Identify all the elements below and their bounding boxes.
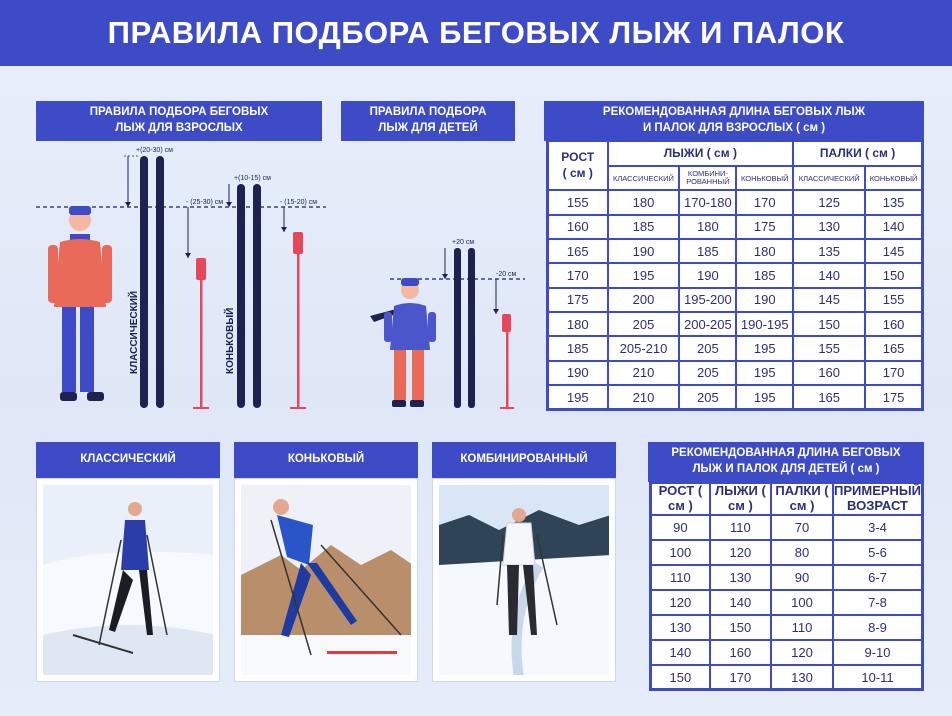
height-cell: 165: [548, 239, 608, 263]
size-cell: 155: [793, 336, 865, 360]
size-cell: 180: [679, 215, 736, 239]
kids-header: ПРИМЕРНЫЙ ВОЗРАСТ: [834, 483, 921, 513]
height-cell: 155: [548, 190, 608, 214]
kids-measure-1: +20 см: [452, 239, 475, 246]
size-cell: 190: [608, 239, 680, 263]
child-figure: [370, 278, 436, 407]
size-cell: 140: [710, 590, 771, 615]
classic-style-photo: [36, 478, 220, 682]
classic-ski-label: КЛАССИЧЕСКИЙ: [129, 290, 140, 374]
size-cell: 195: [736, 361, 793, 385]
height-cell: 150: [651, 665, 710, 690]
height-cell: 175: [548, 288, 608, 312]
size-cell: 6-7: [833, 565, 923, 590]
size-cell: 130: [710, 565, 771, 590]
table-row: [548, 263, 923, 287]
height-cell: 140: [651, 640, 710, 665]
size-cell: 200-205: [679, 312, 736, 336]
size-cell: 205: [679, 361, 736, 385]
size-cell: 90: [771, 565, 833, 590]
kids-rules-title: ПРАВИЛА ПОДБОРА ЛЫЖ ДЛЯ ДЕТЕЙ: [341, 101, 515, 141]
size-cell: 170: [710, 665, 771, 690]
size-cell: 205: [608, 312, 680, 336]
adult-sub-header: КЛАССИЧЕСКИЙ: [793, 166, 865, 190]
size-cell: 9-10: [833, 640, 923, 665]
size-cell: 145: [793, 288, 865, 312]
size-cell: 185: [608, 215, 680, 239]
height-cell: 100: [651, 540, 710, 565]
style-label-skate: КОНЬКОВЫЙ: [234, 442, 418, 478]
size-cell: 140: [865, 215, 922, 239]
height-cell: 190: [548, 361, 608, 385]
adult-ski-illustration: [36, 142, 326, 417]
size-cell: 110: [771, 615, 833, 640]
adult-figure: [48, 206, 112, 401]
size-cell: 7-8: [833, 590, 923, 615]
size-cell: 8-9: [833, 615, 923, 640]
size-cell: 170: [865, 361, 922, 385]
size-cell: 170-180: [679, 190, 736, 214]
size-cell: 195: [736, 336, 793, 360]
table-row: [651, 615, 923, 640]
size-cell: 120: [710, 540, 771, 565]
size-cell: 135: [793, 239, 865, 263]
size-cell: 150: [865, 263, 922, 287]
adult-poles-header: ПАЛКИ ( см ): [793, 141, 922, 166]
table-row: [651, 565, 923, 590]
kids-header: ЛЫЖИ ( см ): [710, 483, 771, 515]
adults-rules-title: ПРАВИЛА ПОДБОРА БЕГОВЫХ ЛЫЖ ДЛЯ ВЗРОСЛЫХ: [36, 101, 322, 141]
size-cell: 70: [771, 515, 833, 540]
size-cell: 180: [608, 190, 680, 214]
size-cell: 205: [679, 336, 736, 360]
size-cell: 3-4: [833, 515, 923, 540]
table-row: [548, 215, 923, 239]
combined-style-photo: [432, 478, 616, 682]
size-cell: 205-210: [608, 336, 680, 360]
size-cell: 190: [736, 288, 793, 312]
size-cell: 175: [736, 215, 793, 239]
size-cell: 160: [865, 312, 922, 336]
height-cell: 110: [651, 565, 710, 590]
table-row: [651, 540, 923, 565]
table-row: [548, 288, 923, 312]
size-cell: 140: [793, 263, 865, 287]
adult-size-table: [546, 139, 924, 411]
page-title: ПРАВИЛА ПОДБОРА БЕГОВЫХ ЛЫЖ И ПАЛОК: [107, 15, 845, 50]
height-cell: 180: [548, 312, 608, 336]
adult-table-title: РЕКОМЕНДОВАННАЯ ДЛИНА БЕГОВЫХ ЛЫЖ И ПАЛОК ДЛЯ ВЗРОСЛЫХ ( см ): [544, 101, 924, 141]
adult-height-header: РОСТ ( см ): [548, 141, 608, 191]
size-cell: 130: [793, 215, 865, 239]
kids-size-table: [649, 481, 924, 691]
table-row: [548, 385, 923, 409]
table-row: [548, 312, 923, 336]
size-cell: 210: [608, 385, 680, 409]
size-cell: 5-6: [833, 540, 923, 565]
skate-style-photo: [234, 478, 418, 682]
kids-header: РОСТ ( см ): [651, 483, 710, 515]
size-cell: 135: [865, 190, 922, 214]
adult-skis-header: ЛЫЖИ ( см ): [608, 141, 794, 166]
height-cell: 120: [651, 590, 710, 615]
size-cell: 155: [865, 288, 922, 312]
height-cell: 170: [548, 263, 608, 287]
size-cell: 195: [608, 263, 680, 287]
height-cell: 130: [651, 615, 710, 640]
size-cell: 175: [865, 385, 922, 409]
size-cell: 185: [736, 263, 793, 287]
size-cell: 210: [608, 361, 680, 385]
table-row: [548, 239, 923, 263]
size-cell: 195-200: [679, 288, 736, 312]
skate-ski-label: КОНЬКОВЫЙ: [225, 307, 236, 374]
size-cell: 100: [771, 590, 833, 615]
style-label-combined: КОМБИНИРОВАННЫЙ: [432, 442, 616, 478]
table-row: [651, 640, 923, 665]
adult-measure-2: +(10-15) см: [234, 175, 271, 182]
size-cell: 165: [793, 385, 865, 409]
size-cell: 170: [736, 190, 793, 214]
height-cell: 185: [548, 336, 608, 360]
table-row: [548, 190, 923, 214]
kids-ski-illustration: [350, 232, 525, 412]
adult-sub-header: КЛАССИЧЕСКИЙ: [608, 166, 680, 190]
height-cell: 90: [651, 515, 710, 540]
kids-table-title: РЕКОМЕНДОВАННАЯ ДЛИНА БЕГОВЫХ ЛЫЖ И ПАЛОК ДЛЯ ДЕТЕЙ ( см ): [648, 442, 924, 482]
size-cell: 150: [710, 615, 771, 640]
size-cell: 190-195: [736, 312, 793, 336]
size-cell: 150: [793, 312, 865, 336]
table-row: [548, 361, 923, 385]
size-cell: 145: [865, 239, 922, 263]
kids-measure-2: -20 см: [496, 271, 517, 278]
size-cell: 200: [608, 288, 680, 312]
table-row: [651, 515, 923, 540]
table-row: [548, 336, 923, 360]
adult-sub-header: КОМБИНИ- РОВАННЫЙ: [679, 166, 736, 190]
adult-measure-1: +(20-30) см: [136, 147, 173, 154]
size-cell: 125: [793, 190, 865, 214]
size-cell: 190: [679, 263, 736, 287]
size-cell: 165: [865, 336, 922, 360]
adult-sub-header: КОНЬКОВЫЙ: [865, 166, 922, 190]
kids-header: ПАЛКИ ( см ): [771, 483, 833, 515]
size-cell: 205: [679, 385, 736, 409]
adult-measure-3: - (25-30) см: [186, 199, 224, 206]
adult-measure-4: - (15-20) см: [280, 199, 318, 206]
size-cell: 110: [710, 515, 771, 540]
size-cell: 80: [771, 540, 833, 565]
size-cell: 130: [771, 665, 833, 690]
page-header: [0, 0, 952, 66]
size-cell: 180: [736, 239, 793, 263]
size-cell: 10-11: [833, 665, 923, 690]
table-row: [651, 665, 923, 690]
size-cell: 160: [710, 640, 771, 665]
size-cell: 120: [771, 640, 833, 665]
adult-sub-header: КОНЬКОВЫЙ: [736, 166, 793, 190]
height-cell: 195: [548, 385, 608, 409]
size-cell: 185: [679, 239, 736, 263]
size-cell: 160: [793, 361, 865, 385]
size-cell: 195: [736, 385, 793, 409]
style-label-classic: КЛАССИЧЕСКИЙ: [36, 442, 220, 478]
height-cell: 160: [548, 215, 608, 239]
table-row: [651, 590, 923, 615]
